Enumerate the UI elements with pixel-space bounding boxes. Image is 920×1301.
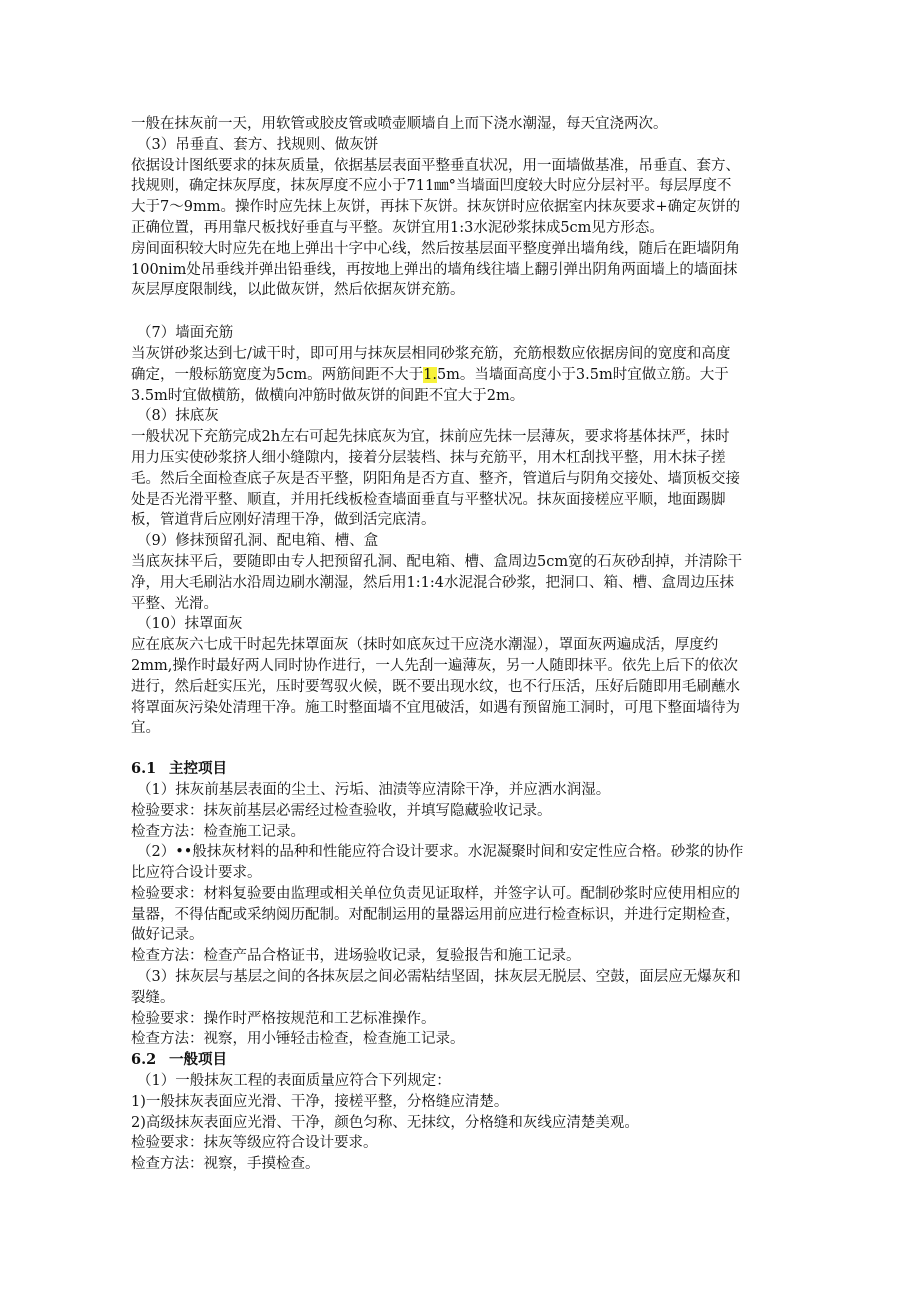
paragraph-line: 3.5m时宜做横筋，做横向冲筋时做灰饼的间距不宜大于2m。 xyxy=(131,387,525,404)
paragraph-line: 毛。然后全面检查底子灰是否平整，阴阳角是否方直、整齐，管道后与阴角交接处、墙顶板交接 xyxy=(131,470,740,487)
paragraph-line: （3）抹灰层与基层之间的各抹灰层之间必需粘结坚固，抹灰层无脱层、空鼓，面层应无爆灰和 xyxy=(137,969,741,986)
subheading-10: （10）抹罩面灰 xyxy=(137,616,243,633)
paragraph-line: 2mm,操作时最好两人同时协作进行，一人先刮一遍薄灰，另一人随即抹平。依先上后下的依次 xyxy=(131,657,738,674)
paragraph-line: 检查方法：检查产品合格证书，进场验收记录，复验报告和施工记录。 xyxy=(131,948,581,965)
paragraph-line: 找规则，确定抹灰厚度，抹灰厚度不应小于711㎜°当墙面凹度较大时应分层衬平。每层厚度不 xyxy=(131,178,732,195)
subheading-3: （3）吊垂直、套方、找规则、做灰饼 xyxy=(137,136,379,153)
paragraph-line: 1)一般抹灰表面应光滑、干净，接槎平整，分格缝应清楚。 xyxy=(131,1093,509,1110)
section-number: 6.2 xyxy=(131,1051,157,1069)
section-heading-6-1 xyxy=(131,759,791,780)
paragraph-line: 灰层厚度限制线，以此做灰饼，然后依据灰饼充筋。 xyxy=(131,282,465,299)
paragraph-line: 检验要求：材料复验要由监理或相关单位负责见证取样，并签字认可。配制砂浆时应使用相应的 xyxy=(131,885,740,902)
section-title: 一般项目 xyxy=(169,1051,227,1069)
paragraph-line: 当底灰抹平后，要随即由专人把预留孔洞、配电箱、槽、盒周边5cm宽的石灰砂刮掉，并清除干 xyxy=(131,553,743,570)
paragraph-line: 平整、光滑。 xyxy=(131,595,218,612)
paragraph-line: 当灰饼砂浆达到七/诚干时，即可用与抹灰层相同砂浆充筋，充筋根数应依据房间的宽度和高度 xyxy=(131,345,731,362)
text-run: 确定，一般标筋宽度为5cm。两筋间距不大于 xyxy=(131,366,424,383)
paragraph-line: 应在底灰六七成干时起先抹罩面灰（抹时如底灰过干应浇水潮湿），罩面灰两遍成活，厚度约 xyxy=(131,637,719,654)
paragraph-line: 房间面积较大时应先在地上弹出十字中心线，然后按基层面平整度弹出墙角线，随后在距墙阴角 xyxy=(131,240,740,257)
paragraph-line: 裂缝。 xyxy=(131,989,175,1006)
paragraph-line: 处是否光滑平整、顺直，并用托线板检查墙面垂直与平整状况。抹灰面接槎应平顺，地面踢脚 xyxy=(131,491,726,508)
section-title: 主控项目 xyxy=(169,760,227,778)
subheading-7: （7）墙面充筋 xyxy=(137,325,234,342)
text-run: 5m。当墙面高度小于3.5m时宜做立筋。大于 xyxy=(436,366,729,383)
paragraph-line: （1）抹灰前基层表面的尘土、污垢、油渍等应清除干净，并应洒水润湿。 xyxy=(137,781,611,798)
paragraph-line: 2)高级抹灰表面应光滑、干净，颜色匀称、无抹纹，分格缝和灰线应清楚美观。 xyxy=(131,1114,639,1131)
paragraph-line: 检验要求：抹灰前基层必需经过检查验收，并填写隐藏验收记录。 xyxy=(131,802,552,819)
paragraph-line: 进行，然后赶实压光，压时要驾驭火候，既不要出现水纹，也不行压活，压好后随即用毛刷蘸水 xyxy=(131,678,740,695)
paragraph-line: 用力压实使砂浆挤人细小缝隙内，接着分层装档、抹与充筋平，用木杠刮找平整，用木抹子搓 xyxy=(131,449,726,466)
paragraph-line: 检验要求：操作时严格按规范和工艺标准操作。 xyxy=(131,1010,436,1027)
paragraph-line: 100nim处吊垂线并弹出铅垂线，再按地上弹出的墙角线往墙上翻引弹出阴角两面墙上的墙面抹 xyxy=(131,261,738,278)
section-heading-6-2 xyxy=(131,1050,791,1071)
highlighted-text: 1. xyxy=(423,366,437,383)
paragraph-line: 检查方法：视察，手摸检查。 xyxy=(131,1156,320,1173)
paragraph-line: 量器，不得估配或采纳阅历配制。对配制运用的量器运用前应进行检查标识，并进行定期检查， xyxy=(131,906,740,923)
subheading-9: （9）修抹预留孔洞、配电箱、槽、盒 xyxy=(137,533,379,550)
paragraph-line: 一般在抹灰前一天，用软管或胶皮管或喷壶顺墙自上而下浇水潮湿，每天宜浇两次。 xyxy=(131,116,668,132)
paragraph-line: （1）一般抹灰工程的表面质量应符合下列规定： xyxy=(137,1073,451,1090)
paragraph-line: 将罩面灰污染处清理干净。施工时整面墙不宜甩破活，如遇有预留施工洞时，可甩下整面墙待为 xyxy=(131,699,740,716)
paragraph-gap xyxy=(131,301,791,323)
paragraph-line: 比应符合设计要求。 xyxy=(131,865,262,882)
paragraph-line: 正确位置，再用靠尺板找好垂直与平整。灰饼宜用1:3水泥砂浆抹成5cm见方形态。 xyxy=(131,219,664,236)
paragraph-line: 检验要求：抹灰等级应符合设计要求。 xyxy=(131,1135,378,1152)
paragraph-line: 检查方法：检查施工记录。 xyxy=(131,823,305,840)
paragraph-line: 净，用大毛刷沾水沿周边刷水潮湿，然后用1:1:4水泥混合砂浆，把洞口、箱、槽、盒周边压抹 xyxy=(131,574,734,591)
paragraph-line: 检查方法：视察，用小锤轻击检查，检查施工记录。 xyxy=(131,1031,465,1048)
document-body xyxy=(131,114,791,1175)
paragraph-line: 宜。 xyxy=(131,720,160,737)
section-number: 6.1 xyxy=(131,760,157,778)
paragraph-line: 板，管道背后应刚好清理干净，做到活完底清。 xyxy=(131,512,436,529)
paragraph-line-highlighted xyxy=(131,365,791,386)
paragraph-gap xyxy=(131,739,791,759)
paragraph-line: 一般状况下充筋完成2h左右可起先抹底灰为宜，抹前应先抹一层薄灰，要求将基体抹严，抹时 xyxy=(131,429,730,446)
paragraph-line: （2）••般抹灰材料的品种和性能应符合设计要求。水泥凝聚时间和安定性应合格。砂浆的协作 xyxy=(137,844,744,861)
subheading-8: （8）抹底灰 xyxy=(137,408,219,425)
paragraph-line: 大于7〜9mm。操作时应先抹上灰饼，再抹下灰饼。抹灰饼时应依据室内抹灰要求+确定灰饼的 xyxy=(131,199,741,216)
paragraph-line: 做好记录。 xyxy=(131,927,204,944)
paragraph-line: 依据设计图纸要求的抹灰质量，依据基层表面平整垂直状况，用一面墙做基准，吊垂直、套方、 xyxy=(131,157,740,174)
